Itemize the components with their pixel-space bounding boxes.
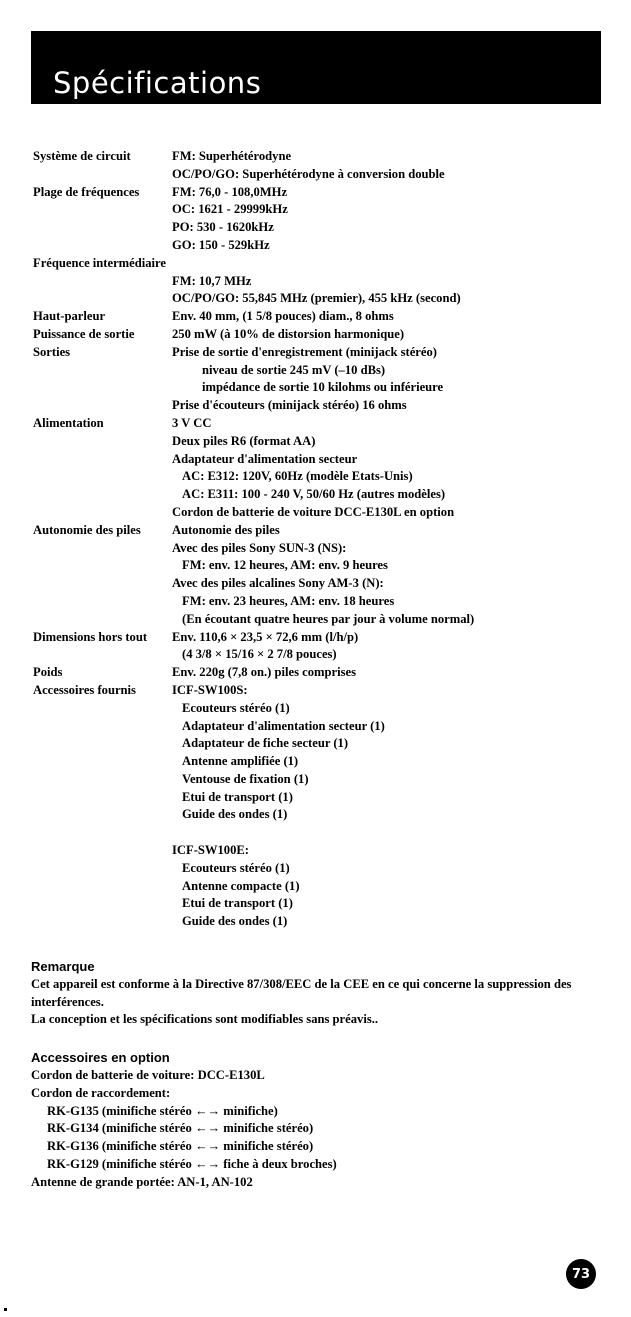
spec-label-empty bbox=[33, 753, 172, 771]
antenna-line: Antenne de grande portée: AN-1, AN-102 bbox=[31, 1174, 253, 1189]
spec-value: OC: 1621 - 29999kHz bbox=[172, 202, 288, 217]
spec-label-empty bbox=[33, 362, 172, 380]
cord-item: RK-G136 (minifiche stéréo ←→ minifiche stéréo) bbox=[47, 1139, 314, 1154]
spec-value: Avec des piles alcalines Sony AM-3 (N): bbox=[172, 576, 384, 591]
spec-value: niveau de sortie 245 mV (–10 dBs) bbox=[202, 362, 386, 377]
spec-row-accessories-b bbox=[33, 842, 593, 860]
spec-label: Plage de fréquences bbox=[33, 184, 140, 199]
spec-row-circuit-2 bbox=[33, 166, 593, 184]
spec-value: impédance de sortie 10 kilohms ou inférieure bbox=[202, 380, 444, 395]
spec-row-power-5 bbox=[33, 486, 593, 504]
spec-label-empty bbox=[33, 646, 172, 664]
spec-value: AC: E311: 100 - 240 V, 50/60 Hz (autres modèles) bbox=[182, 487, 446, 502]
spec-row-power-6 bbox=[33, 504, 593, 522]
spec-row-frequencies-3 bbox=[33, 219, 593, 237]
spec-label-empty bbox=[33, 397, 172, 415]
accessory-item: Guide des ondes (1) bbox=[182, 807, 288, 822]
spec-value: OC/PO/GO: Superhétérodyne à conversion double bbox=[172, 166, 445, 181]
spec-label-empty bbox=[33, 219, 172, 237]
spec-value: GO: 150 - 529kHz bbox=[172, 237, 270, 252]
spec-value: OC/PO/GO: 55,845 MHz (premier), 455 kHz (second) bbox=[172, 291, 461, 306]
notes-section bbox=[31, 958, 591, 1192]
spec-label-empty bbox=[33, 771, 172, 789]
spec-value: FM: env. 12 heures, AM: env. 9 heures bbox=[182, 558, 388, 573]
cord-item: RK-G135 (minifiche stéréo ←→ minifiche) bbox=[47, 1103, 278, 1118]
accessory-item-row bbox=[33, 771, 593, 789]
spec-label: Puissance de sortie bbox=[33, 326, 135, 341]
spec-row-battery-life-4 bbox=[33, 575, 593, 593]
spec-row-outputs bbox=[33, 344, 593, 362]
spec-value: 250 mW (à 10% de distorsion harmonique) bbox=[172, 326, 405, 341]
spec-value: (En écoutant quatre heures par jour à volume normal) bbox=[182, 611, 475, 626]
spec-value: Cordon de batterie de voiture DCC-E130L en option bbox=[172, 504, 455, 519]
accessory-item: Etui de transport (1) bbox=[182, 896, 293, 911]
spec-label-empty bbox=[33, 789, 172, 807]
spec-row-power-2 bbox=[33, 433, 593, 451]
spec-row-accessories bbox=[33, 682, 593, 700]
spec-label-empty bbox=[33, 718, 172, 736]
spec-value: FM: Superhétérodyne bbox=[172, 149, 292, 163]
spec-value: FM: env. 23 heures, AM: env. 18 heures bbox=[182, 593, 395, 608]
accessory-item-row bbox=[33, 700, 593, 718]
corner-mark bbox=[4, 1308, 7, 1311]
spec-row-battery-life-6 bbox=[33, 611, 593, 629]
spec-label-empty bbox=[33, 504, 172, 522]
spec-row-battery-life-2 bbox=[33, 540, 593, 558]
spec-row-frequencies-4 bbox=[33, 237, 593, 255]
specifications-list bbox=[33, 148, 593, 931]
spec-value: Prise d'écouteurs (minijack stéréo) 16 ohms bbox=[172, 398, 407, 413]
accessory-item: Etui de transport (1) bbox=[182, 789, 293, 804]
spec-row-power-3 bbox=[33, 451, 593, 469]
spec-label-empty bbox=[33, 433, 172, 451]
spec-value: FM: 10,7 MHz bbox=[172, 273, 252, 288]
accessory-item: Guide des ondes (1) bbox=[182, 914, 288, 929]
spec-label-empty bbox=[33, 201, 172, 219]
spec-value: AC: E312: 120V, 60Hz (modèle Etats-Unis) bbox=[182, 469, 413, 484]
spec-row-outputs-3 bbox=[33, 379, 593, 397]
spec-label-empty bbox=[33, 379, 172, 397]
spec-value: Avec des piles Sony SUN-3 (NS): bbox=[172, 540, 347, 555]
spec-label-empty bbox=[33, 290, 172, 308]
remark-text: Cet appareil est conforme à la Directive 87/308/EEC de la CEE en ce qui concerne la suppression des interférences. bbox=[31, 976, 572, 1009]
spec-label-empty bbox=[33, 842, 172, 860]
spec-label-empty bbox=[33, 557, 172, 575]
accessory-item: Ventouse de fixation (1) bbox=[182, 771, 309, 786]
spec-row-weight bbox=[33, 664, 593, 682]
spec-label-empty bbox=[33, 913, 172, 931]
spec-label-empty bbox=[33, 468, 172, 486]
spec-value: Prise de sortie d'enregistrement (minijack stéréo) bbox=[172, 344, 437, 359]
design-notice: La conception et les spécifications sont modifiables sans préavis.. bbox=[31, 1012, 379, 1027]
page-title: Spécifications bbox=[53, 66, 262, 100]
accessory-item: Ecouteurs stéréo (1) bbox=[182, 860, 290, 875]
accessory-item: Antenne amplifiée (1) bbox=[182, 754, 299, 769]
spec-row-power bbox=[33, 415, 593, 433]
spec-value: Env. 220g (7,8 on.) piles comprises bbox=[172, 665, 357, 680]
spec-value: Env. 110,6 × 23,5 × 72,6 mm (l/h/p) bbox=[172, 629, 359, 644]
spec-label-empty bbox=[33, 273, 172, 291]
spec-row-intermediate bbox=[33, 273, 593, 291]
accessory-item-row bbox=[33, 718, 593, 736]
optional-line: Cordon de raccordement: bbox=[31, 1085, 171, 1100]
optional-line: Cordon de batterie de voiture: DCC-E130L bbox=[31, 1067, 265, 1082]
accessory-item-row bbox=[33, 878, 593, 896]
spec-label-empty bbox=[33, 540, 172, 558]
spec-value: Autonomie des piles bbox=[172, 522, 280, 537]
spec-label: Fréquence intermédiaire bbox=[33, 255, 167, 270]
accessory-item: Adaptateur d'alimentation secteur (1) bbox=[182, 718, 385, 733]
optional-accessories-heading: Accessoires en option bbox=[31, 1050, 170, 1066]
spec-value: 3 V CC bbox=[172, 415, 212, 430]
spec-label-empty bbox=[33, 166, 172, 184]
spec-label: Dimensions hors tout bbox=[33, 629, 148, 644]
spec-label-empty bbox=[33, 237, 172, 255]
spec-row-power-4 bbox=[33, 468, 593, 486]
spec-row-outputs-4 bbox=[33, 397, 593, 415]
spec-label: Système de circuit bbox=[33, 149, 131, 163]
accessory-item-row bbox=[33, 913, 593, 931]
accessory-model: ICF-SW100E: bbox=[172, 843, 249, 858]
spec-label: Alimentation bbox=[33, 415, 104, 430]
spec-value: Deux piles R6 (format AA) bbox=[172, 433, 316, 448]
spec-row-battery-life-3 bbox=[33, 557, 593, 575]
page-number-badge: 73 bbox=[566, 1259, 596, 1289]
spec-label-empty bbox=[33, 593, 172, 611]
section-header-bar bbox=[31, 31, 601, 104]
spec-label-empty bbox=[33, 895, 172, 913]
spec-label-empty bbox=[33, 575, 172, 593]
accessory-item-row bbox=[33, 735, 593, 753]
spec-value: Env. 40 mm, (1 5/8 pouces) diam., 8 ohms bbox=[172, 309, 394, 324]
accessory-item: Adaptateur de fiche secteur (1) bbox=[182, 736, 349, 751]
spec-value: FM: 76,0 - 108,0MHz bbox=[172, 184, 288, 199]
cord-item: RK-G134 (minifiche stéréo ←→ minifiche stéréo) bbox=[47, 1121, 314, 1136]
spec-row-circuit bbox=[33, 148, 593, 166]
spec-row-intermediate-2 bbox=[33, 290, 593, 308]
spec-value: Adaptateur d'alimentation secteur bbox=[172, 451, 358, 466]
spec-label: Autonomie des piles bbox=[33, 522, 141, 537]
accessory-item-row bbox=[33, 806, 593, 824]
spec-value: PO: 530 - 1620kHz bbox=[172, 220, 274, 235]
accessory-item-row bbox=[33, 895, 593, 913]
spec-label: Sorties bbox=[33, 344, 71, 359]
spec-row-power-output bbox=[33, 326, 593, 344]
spec-label-empty bbox=[33, 806, 172, 824]
spec-label: Accessoires fournis bbox=[33, 682, 136, 697]
spacer bbox=[33, 824, 593, 842]
accessory-item-row bbox=[33, 789, 593, 807]
spec-row-frequencies-2 bbox=[33, 201, 593, 219]
spec-row-frequencies bbox=[33, 184, 593, 202]
spec-label-empty bbox=[33, 611, 172, 629]
remark-heading: Remarque bbox=[31, 959, 95, 974]
cord-item: RK-G129 (minifiche stéréo ←→ fiche à deux broches) bbox=[47, 1156, 337, 1171]
spec-row-dimensions-2 bbox=[33, 646, 593, 664]
spec-label-empty bbox=[33, 700, 172, 718]
spec-row-battery-life bbox=[33, 522, 593, 540]
spec-label-empty bbox=[33, 486, 172, 504]
spec-label-empty bbox=[33, 451, 172, 469]
spec-label: Poids bbox=[33, 665, 63, 680]
spec-value: (4 3/8 × 15/16 × 2 7/8 pouces) bbox=[182, 647, 337, 662]
spec-row-outputs-2 bbox=[33, 362, 593, 380]
accessory-model: ICF-SW100S: bbox=[172, 682, 248, 697]
spec-row-battery-life-5 bbox=[33, 593, 593, 611]
accessory-item: Ecouteurs stéréo (1) bbox=[182, 700, 290, 715]
spec-label-empty bbox=[33, 860, 172, 878]
accessory-item: Antenne compacte (1) bbox=[182, 878, 300, 893]
spec-row-speaker bbox=[33, 308, 593, 326]
spec-label: Haut-parleur bbox=[33, 309, 106, 324]
spec-row-dimensions bbox=[33, 629, 593, 647]
accessory-item-row bbox=[33, 753, 593, 771]
spec-label-empty bbox=[33, 735, 172, 753]
spec-label-empty bbox=[33, 878, 172, 896]
accessory-item-row bbox=[33, 860, 593, 878]
